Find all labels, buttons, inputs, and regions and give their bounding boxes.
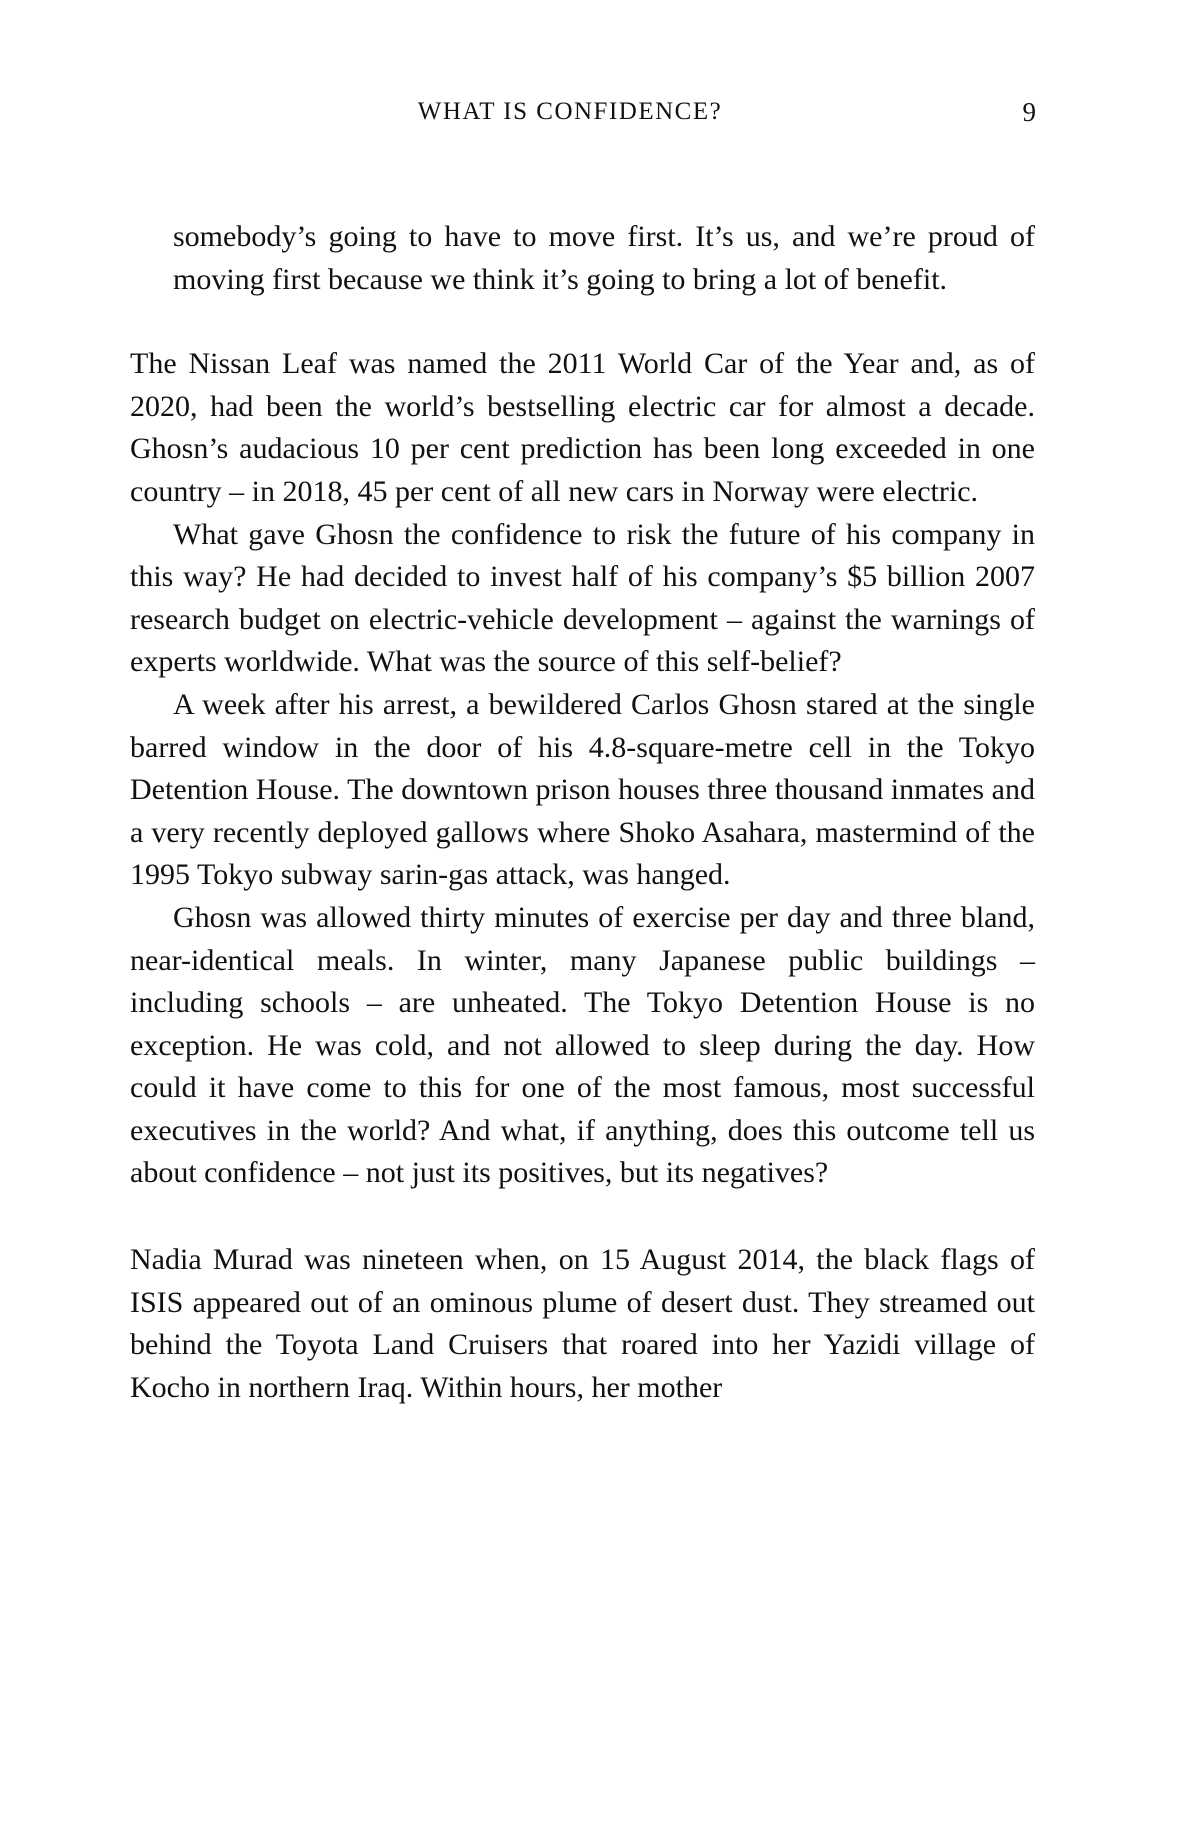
paragraph: Ghosn was allowed thirty minutes of exercise per day and three bland, near-identical meals. In winter, many Japanese public buildings – including schools – are unheated. The Tokyo Detention House is no exception. He was cold, and not allowed to sleep during the day. How could it have come to this for one of the most famous, most successful executives in the world? And what, if anything, does this outcome tell us about confidence – not just its positives, but its negatives? [130,900,1035,1190]
body-text [130,216,1035,1409]
section-break [130,1195,1035,1239]
paragraph: Nadia Murad was nineteen when, on 15 August 2014, the black flags of ISIS appeared out of an ominous plume of desert dust. They streamed out behind the Toyota Land Cruisers that roared into her Yazidi village of Kocho in northern Iraq. Within hours, her mother [130,1243,1035,1404]
quoted-extract: somebody’s going to have to move first. It’s us, and we’re proud of moving first because we think it’s going to bring a lot of benefit. [173,220,1035,296]
paragraph: The Nissan Leaf was named the 2011 World Car of the Year and, as of 2020, had been the world’s bestselling electric car for almost a decade. Ghosn’s audacious 10 per cent prediction has been long exceeded in one country – in 2018, 45 per cent of all new cars in Norway were electric. [130,347,1035,508]
page-number: 9 [1022,97,1036,127]
running-header [0,92,1189,132]
running-title: WHAT IS CONFIDENCE? [417,98,723,125]
paragraph: A week after his arrest, a bewildered Carlos Ghosn stared at the single barred window in the door of his 4.8-square-metre cell in the Tokyo Detention House. The downtown prison houses three thousand inmates and a very recently deployed gallows where Shoko Asahara, mastermind of the 1995 Tokyo subway sarin-gas attack, was hanged. [130,687,1035,892]
section-break [130,301,1035,343]
paragraph: What gave Ghosn the confidence to risk the future of his company in this way? He had decided to invest half of his company’s $5 billion 2007 research budget on electric-vehicle development – against the warnings of experts worldwide. What was the source of this self-belief? [130,517,1035,679]
